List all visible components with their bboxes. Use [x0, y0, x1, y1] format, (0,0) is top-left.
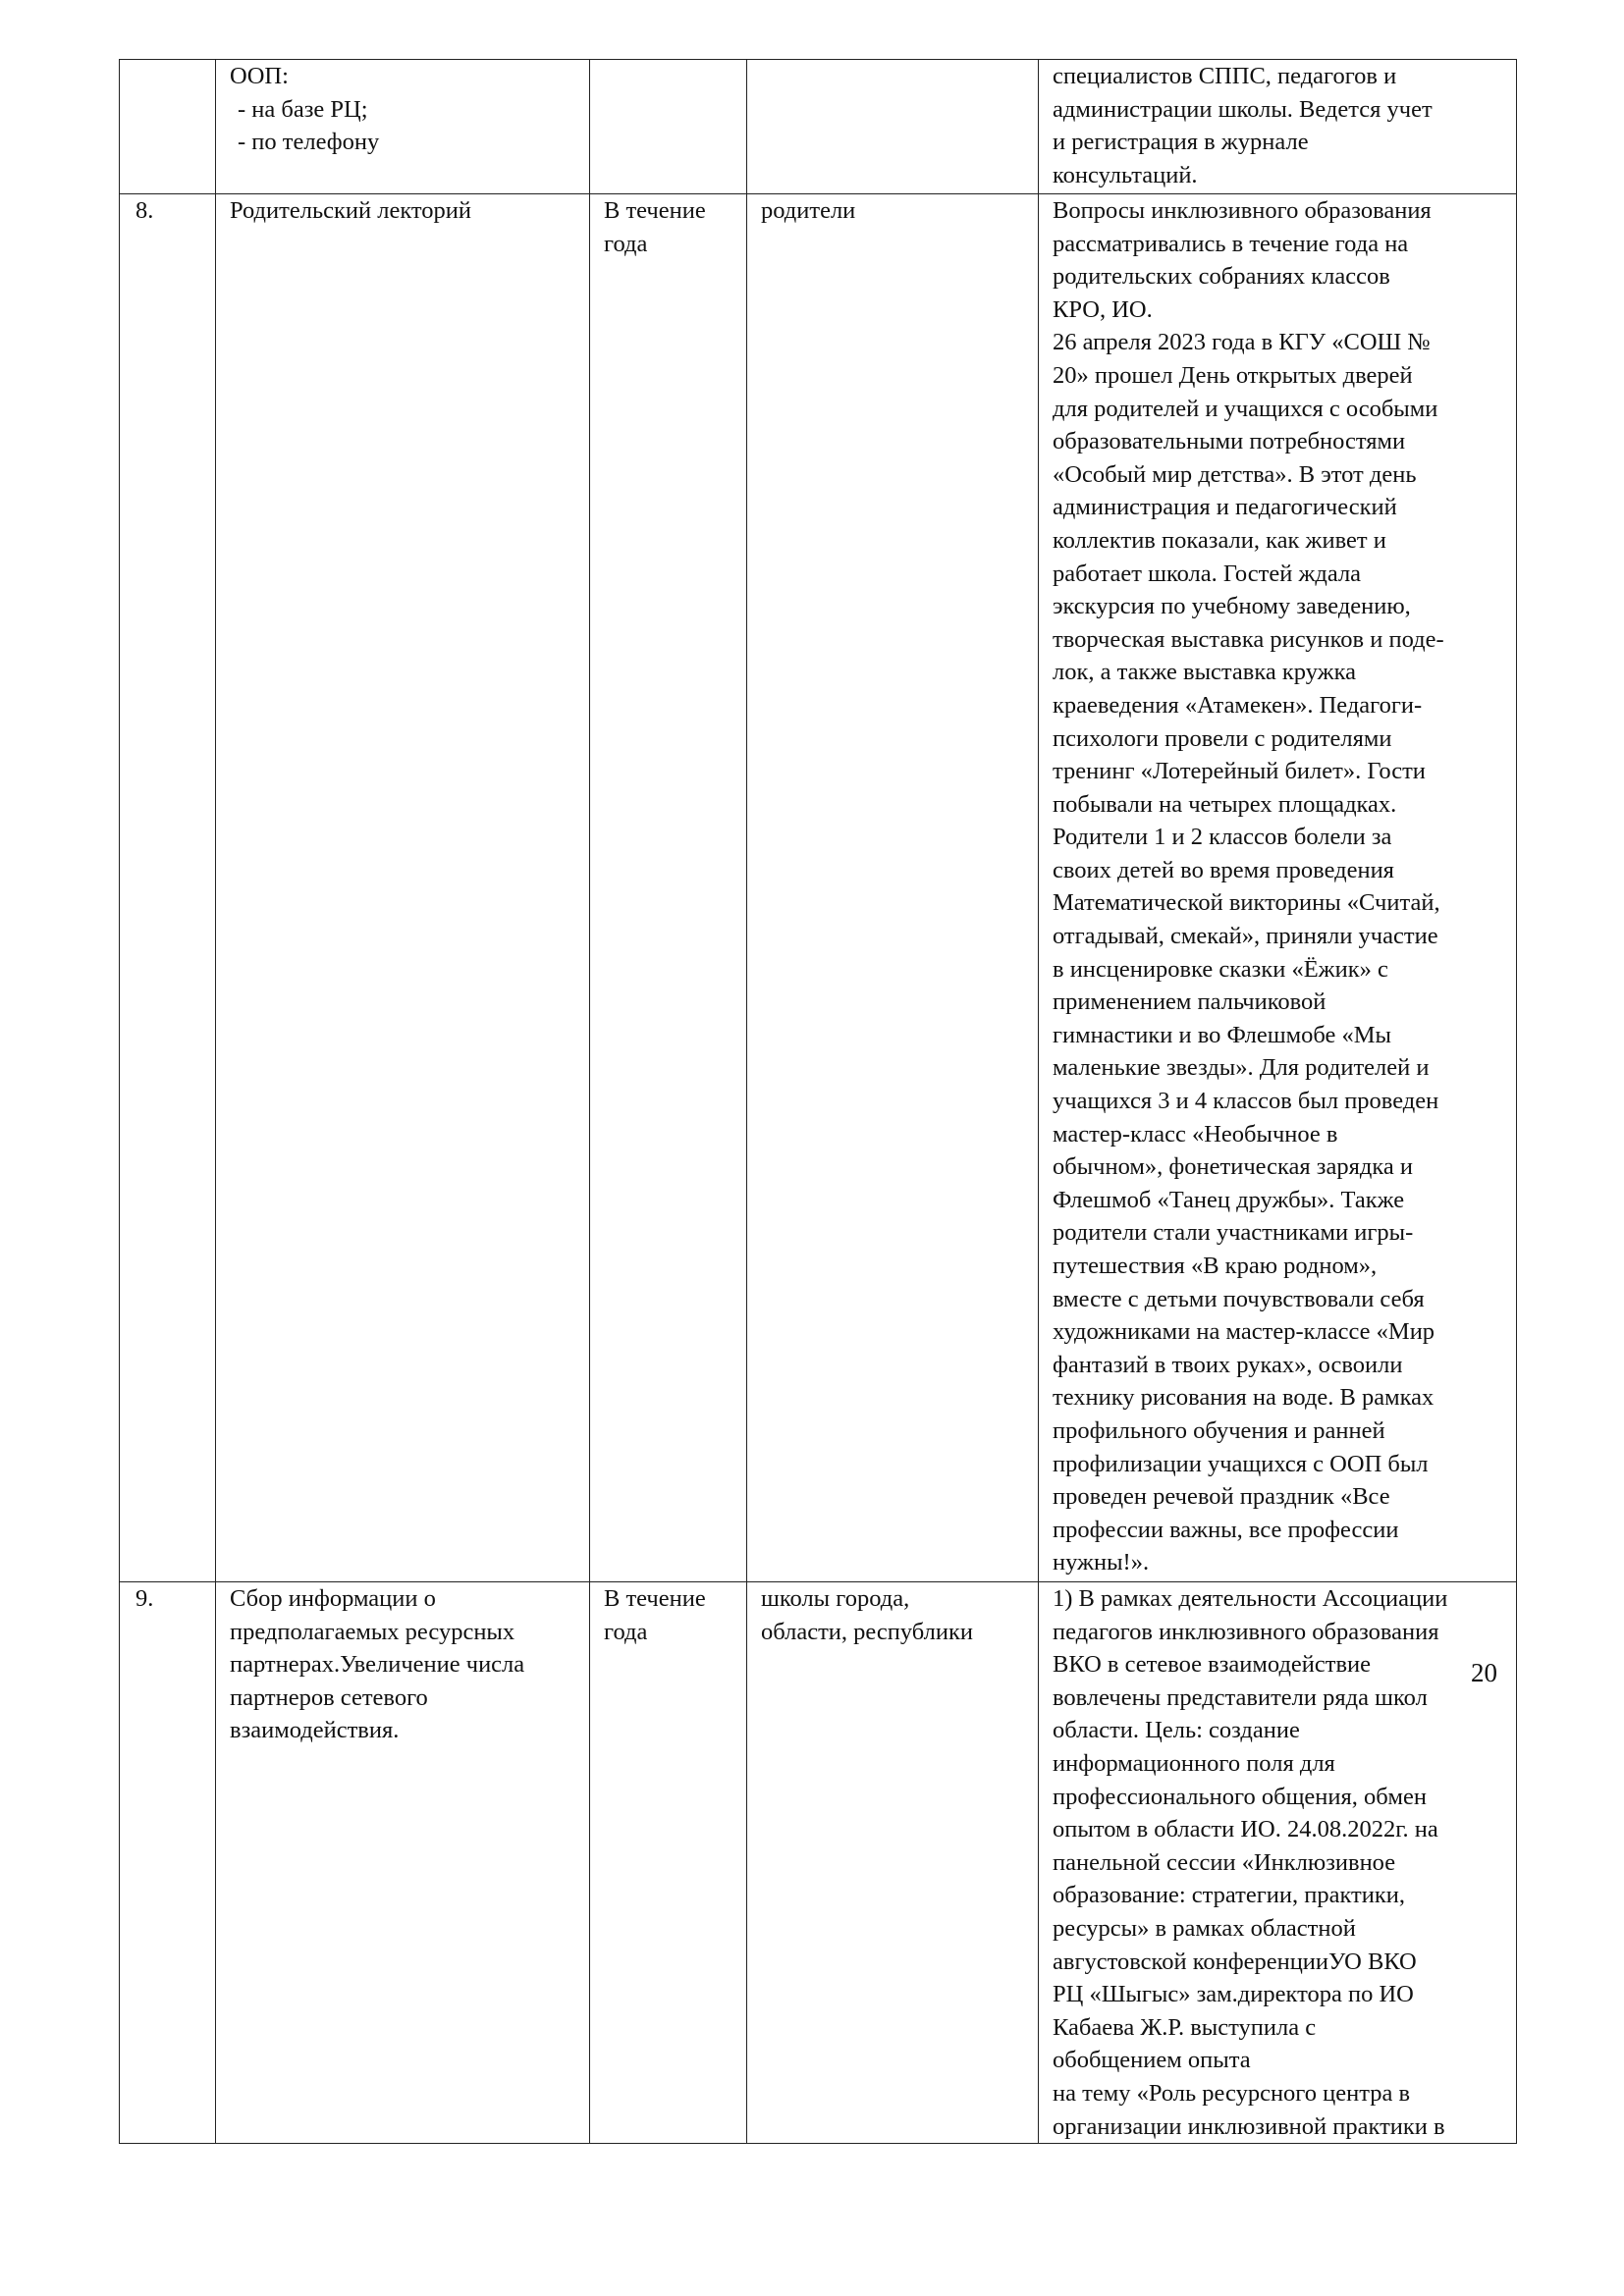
- text-line: В течение: [604, 1585, 706, 1612]
- text-line: профильного обучения и ранней: [1053, 1416, 1385, 1444]
- text-line: психологи провели с родителями: [1053, 724, 1392, 752]
- text-line: опытом в области ИО. 24.08.2022г. на: [1053, 1816, 1438, 1843]
- text-line: РЦ «Шыгыс» зам.директора по ИО: [1053, 1981, 1414, 2008]
- table-row: [120, 1582, 1517, 2144]
- text-line: области, республики: [761, 1618, 974, 1645]
- text-line: работает школа. Гостей ждала: [1053, 560, 1362, 587]
- text-line: обычном», фонетическая зарядка и: [1053, 1153, 1413, 1181]
- text-line: профессионального общения, обмен: [1053, 1783, 1428, 1810]
- text-line: профилизации учащихся с ООП был: [1053, 1450, 1429, 1477]
- text-line: 1) В рамках деятельности Ассоциации: [1053, 1585, 1448, 1612]
- text-line: Кабаева Ж.Р. выступила с: [1053, 2013, 1317, 2041]
- cell-participants: [747, 1582, 1039, 2144]
- text-line: маленькие звезды». Для родителей и: [1053, 1054, 1430, 1082]
- text-line: побывали на четырех площадках.: [1053, 790, 1397, 818]
- text-line: творческая выставка рисунков и поде-: [1053, 625, 1444, 653]
- cell-event-name: [216, 1582, 590, 2144]
- text-line: художниками на мастер-классе «Мир: [1053, 1318, 1435, 1346]
- text-line: ресурсы» в рамках областной: [1053, 1914, 1356, 1942]
- table-row: [120, 194, 1517, 1582]
- table-row-continuation: [120, 60, 1517, 194]
- text-line: года: [604, 230, 648, 257]
- text-line: педагогов инклюзивного образования: [1053, 1618, 1439, 1645]
- text-line: ООП:: [230, 63, 289, 89]
- text-line: краеведения «Атамекен». Педагоги-: [1053, 691, 1423, 719]
- page-number: 20: [1471, 1658, 1497, 1687]
- text-line: образование: стратегии, практики,: [1053, 1882, 1406, 1909]
- text-line: нужны!».: [1053, 1549, 1150, 1576]
- text-line: проведен речевой праздник «Все: [1053, 1483, 1390, 1511]
- cell-result: [1039, 194, 1517, 1582]
- text-line: профессии важны, все профессии: [1053, 1516, 1399, 1543]
- text-line: и регистрация в журнале: [1053, 129, 1309, 156]
- text-line: обобщением опыта: [1053, 2047, 1251, 2074]
- cell-result: [1039, 60, 1517, 194]
- text-line: родительских собраниях классов: [1053, 263, 1390, 291]
- text-line: взаимодействия.: [230, 1717, 400, 1744]
- text-line: тренинг «Лотерейный билет». Гости: [1053, 758, 1426, 785]
- text-line: администрация и педагогический: [1053, 494, 1397, 521]
- cell-result: [1039, 1582, 1517, 2144]
- text-line: рассматривались в течение года на: [1053, 230, 1409, 257]
- text-line: информационного поля для: [1053, 1749, 1335, 1777]
- text-line: - по телефону: [238, 129, 380, 156]
- text-line: августовской конференцииУО ВКО: [1053, 1948, 1417, 1975]
- text-line: Математической викторины «Считай,: [1053, 889, 1440, 917]
- text-line: вовлечены представители ряда школ: [1053, 1683, 1428, 1711]
- text-line: партнеров сетевого: [230, 1683, 428, 1711]
- report-table: [119, 59, 1517, 2144]
- text-line: лок, а также выставка кружка: [1053, 659, 1356, 686]
- text-line: партнерах.Увеличение числа: [230, 1651, 525, 1679]
- text-line: панельной сессии «Инклюзивное: [1053, 1848, 1396, 1876]
- text-line: экскурсия по учебному заведению,: [1053, 593, 1411, 620]
- text-line: фантазий в твоих руках», освоили: [1053, 1351, 1403, 1378]
- text-line: 26 апреля 2023 года в КГУ «СОШ №: [1053, 329, 1431, 356]
- text-line: коллектив показали, как живет и: [1053, 526, 1386, 554]
- cell-event-name: [216, 194, 590, 1582]
- text-line: применением пальчиковой: [1053, 988, 1326, 1016]
- text-line: администрации школы. Ведется учет: [1053, 95, 1433, 123]
- text-line: гимнастики и во Флешмобе «Мы: [1053, 1021, 1391, 1048]
- cell-term: [590, 194, 747, 1582]
- text-line: специалистов СППС, педагогов и: [1053, 63, 1397, 89]
- text-line: родители: [761, 197, 856, 224]
- text-line: Вопросы инклюзивного образования: [1053, 197, 1432, 224]
- text-line: отгадывай, смекай», приняли участие: [1053, 923, 1438, 950]
- text-line: Сбор информации о: [230, 1585, 436, 1612]
- cell-event-name: [216, 60, 590, 194]
- text-line: на тему «Роль ресурсного центра в: [1053, 2079, 1411, 2107]
- text-line: учащихся 3 и 4 классов был проведен: [1053, 1088, 1439, 1115]
- text-line: мастер-класс «Необычное в: [1053, 1120, 1338, 1148]
- cell-term: [590, 1582, 747, 2144]
- text-line: технику рисования на воде. В рамках: [1053, 1384, 1435, 1412]
- text-line: - на базе РЦ;: [238, 95, 368, 123]
- cell-number: 8.: [120, 194, 216, 1582]
- text-line: 20» прошел День открытых дверей: [1053, 361, 1413, 389]
- text-line: организации инклюзивной практики в: [1053, 2112, 1445, 2140]
- text-line: «Особый мир детства». В этот день: [1053, 460, 1417, 488]
- text-line: ВКО в сетевое взаимодействие: [1053, 1651, 1372, 1679]
- text-line: В течение: [604, 197, 706, 224]
- text-line: своих детей во время проведения: [1053, 856, 1394, 883]
- text-line: КРО, ИО.: [1053, 295, 1153, 323]
- text-line: школы города,: [761, 1585, 910, 1612]
- text-line: консультаций.: [1053, 161, 1198, 188]
- text-line: года: [604, 1618, 648, 1645]
- text-line: родители стали участниками игры-: [1053, 1219, 1414, 1247]
- text-line: в инсценировке сказки «Ёжик» с: [1053, 955, 1388, 983]
- text-line: Родительский лекторий: [230, 197, 472, 224]
- text-line: путешествия «В краю родном»,: [1053, 1253, 1378, 1279]
- text-line: предполагаемых ресурсных: [230, 1618, 515, 1645]
- cell-number: [120, 60, 216, 194]
- text-line: Родители 1 и 2 классов болели за: [1053, 824, 1392, 851]
- text-line: Флешмоб «Танец дружбы». Также: [1053, 1186, 1405, 1213]
- text-line: образовательными потребностями: [1053, 428, 1406, 455]
- text-line: вместе с детьми почувствовали себя: [1053, 1285, 1425, 1312]
- text-line: области. Цель: создание: [1053, 1717, 1300, 1744]
- cell-number: 9.: [120, 1582, 216, 2144]
- cell-participants: [747, 60, 1039, 194]
- cell-participants: [747, 194, 1039, 1582]
- cell-term: [590, 60, 747, 194]
- text-line: для родителей и учащихся с особыми: [1053, 395, 1438, 422]
